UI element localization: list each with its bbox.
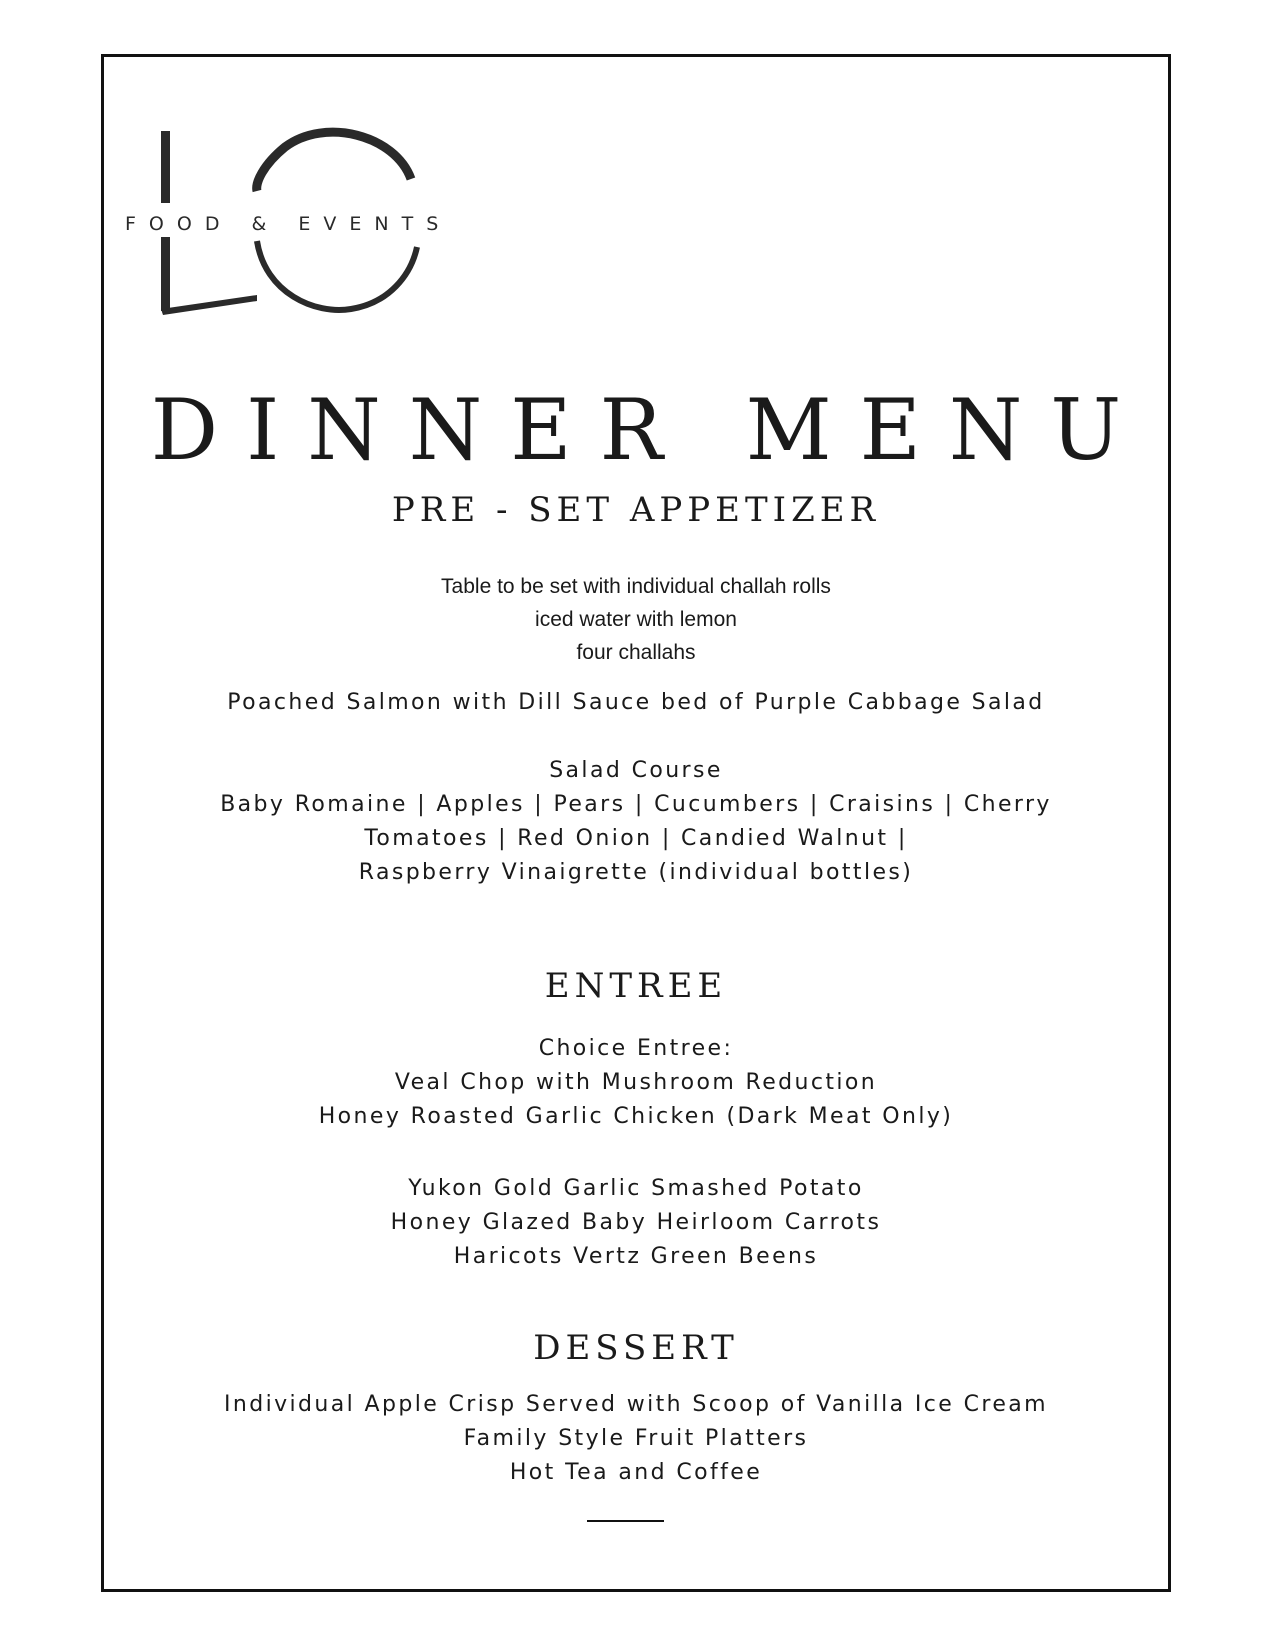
dessert-line: Hot Tea and Coffee: [509, 1460, 763, 1485]
dessert-line: Family Style Fruit Platters: [463, 1426, 809, 1451]
logo-tagline: FOOD & EVENTS: [125, 213, 452, 235]
salad-course: [101, 754, 1171, 890]
entree-sides: [101, 1172, 1171, 1274]
appetizer-heading: PRE - SET APPETIZER: [391, 490, 881, 530]
salad-course-line: Baby Romaine | Apples | Pears | Cucumbers | Craisins | Cherry: [220, 792, 1052, 817]
entree-section: [101, 966, 1171, 1006]
entree-side-line: Haricots Vertz Green Beens: [453, 1244, 819, 1269]
entree-heading: ENTREE: [544, 966, 728, 1006]
dessert-items: [101, 1388, 1171, 1490]
entree-choice-line: Choice Entree:: [538, 1036, 734, 1061]
entree-side-line: Yukon Gold Garlic Smashed Potato: [408, 1176, 864, 1201]
appetizer-note: iced water with lemon: [535, 608, 737, 631]
salad-course-line: Raspberry Vinaigrette (individual bottles): [358, 860, 914, 885]
salad-course-heading: Salad Course: [549, 758, 723, 783]
appetizer-dish-line: Poached Salmon with Dill Sauce bed of Purple Cabbage Salad: [227, 690, 1045, 715]
entree-side-line: Honey Glazed Baby Heirloom Carrots: [390, 1210, 882, 1235]
salad-course-line: Tomatoes | Red Onion | Candied Walnut |: [364, 826, 908, 851]
footer-divider: [587, 1520, 664, 1522]
appetizer-note: four challahs: [576, 641, 696, 664]
entree-choices: [101, 1032, 1171, 1134]
entree-choice-line: Honey Roasted Garlic Chicken (Dark Meat Only): [318, 1104, 954, 1129]
appetizer-dish: [101, 686, 1171, 720]
appetizer-note: Table to be set with individual challah rolls: [441, 575, 831, 598]
page-title: DINNER MENU: [150, 381, 1150, 479]
dessert-heading: DESSERT: [533, 1328, 739, 1368]
dessert-line: Individual Apple Crisp Served with Scoop of Vanilla Ice Cream: [223, 1392, 1049, 1417]
dessert-section: [101, 1328, 1171, 1368]
appetizer-section: [101, 490, 1171, 530]
entree-choice-line: Veal Chop with Mushroom Reduction: [394, 1070, 878, 1095]
brand-logo: [125, 125, 485, 325]
appetizer-notes: [101, 570, 1171, 669]
